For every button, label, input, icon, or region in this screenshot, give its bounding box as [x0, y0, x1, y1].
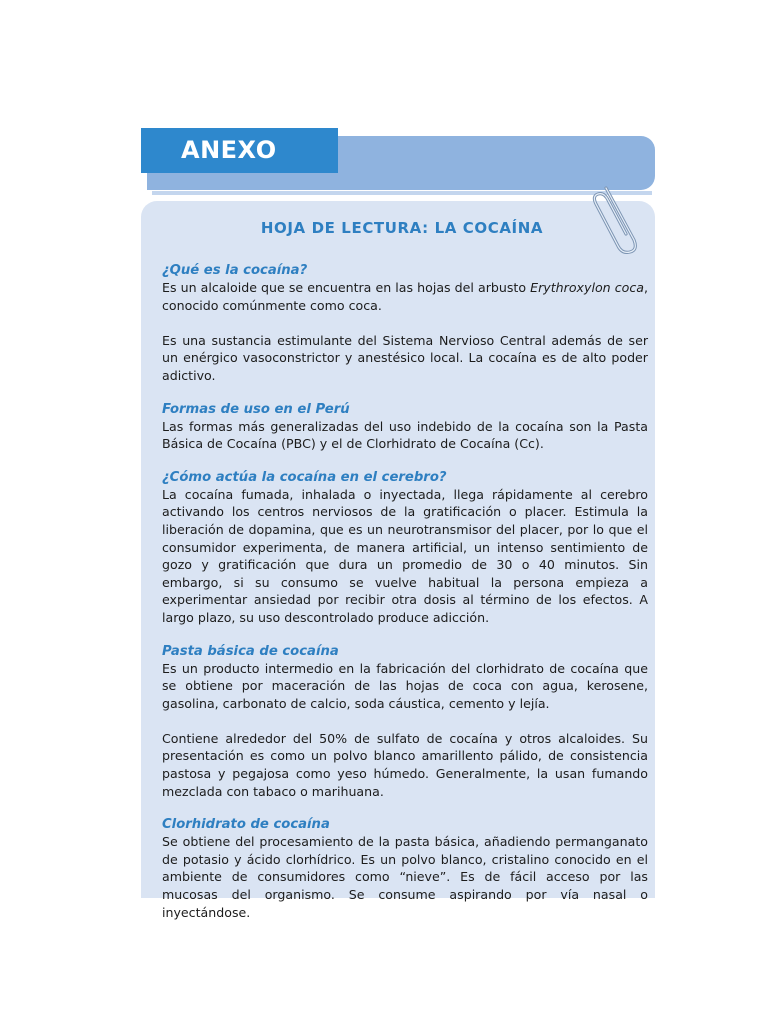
section-paragraph: Es un producto intermedio en la fabricación del clorhidrato de cocaína que se obtiene por maceración de las hojas de coca con agua, kerosene, gasolina, carbonato de calcio, soda cáustica, cemento y lejía.: [162, 660, 648, 711]
section-paragraph: Se obtiene del procesamiento de la pasta básica, añadiendo permanganato de potasio y ácido clorhídrico. Es un polvo blanco, cristalino conocido en el ambiente de consumidores como “nieve”. Es de fácil acceso por las mucosas del organismo. Se consume aspirando por vía nasal o inyectándose.: [162, 834, 648, 920]
section-paragraph: [162, 279, 648, 314]
header-divider: [152, 191, 652, 195]
section-paragraph: Contiene alrededor del 50% de sulfato de cocaína y otros alcaloides. Su presentación es como un polvo blanco amarillento pálido, de consistencia pastosa y pegajosa como yeso húmedo. Generalmente, la usan fumando mezclada con tabaco o marihuana.: [162, 730, 648, 799]
reading-content: [162, 262, 648, 921]
section-heading: ¿Cómo actúa la cocaína en el cerebro?: [162, 469, 447, 485]
section-como-actua: [162, 469, 648, 627]
section-paragraph: La cocaína fumada, inhalada o inyectada, llega rápidamente al cerebro activando los centros nerviosos de la gratificación o placer. Estimula la liberación de dopamina, que es un neurotransmisor del placer, por lo que el consumidor experimenta, de manera artificial, un intenso sentimiento de gozo y gratificación que dura un promedio de 30 o 40 minutos. Sin embargo, si su consumo se vuelve habitual la persona empieza a experimentar ansiedad por recibir otra dosis al término de los efectos. A largo plazo, su uso descontrolado produce adicción.: [162, 486, 648, 625]
section-heading: Clorhidrato de cocaína: [162, 817, 330, 833]
section-que-es: [162, 262, 648, 385]
paperclip-icon: [586, 182, 642, 254]
section-formas-de-uso: [162, 401, 648, 453]
page-title: HOJA DE LECTURA: LA COCAÍNA: [260, 219, 544, 237]
annex-label: ANEXO: [141, 128, 338, 173]
section-clorhidrato: [162, 816, 648, 921]
paragraph-text: , conocido comúnmente como coca.: [162, 280, 649, 313]
section-heading: Formas de uso en el Perú: [162, 401, 350, 417]
paragraph-text: Es un alcaloide que se encuentra en las hojas del arbusto: [162, 280, 531, 295]
section-heading: Pasta básica de cocaína: [162, 643, 339, 659]
species-name: Erythroxylon coca: [530, 280, 644, 295]
section-pasta-basica: [162, 643, 648, 801]
section-paragraph: Es una sustancia estimulante del Sistema Nervioso Central además de ser un enérgico vasoconstrictor y anestésico local. La cocaína es de alto poder adictivo.: [162, 332, 648, 383]
section-heading: ¿Qué es la cocaína?: [162, 263, 308, 278]
section-paragraph: Las formas más generalizadas del uso indebido de la cocaína son la Pasta Básica de Cocaína (PBC) y el de Clorhidrato de Cocaína (Cc).: [162, 418, 648, 452]
